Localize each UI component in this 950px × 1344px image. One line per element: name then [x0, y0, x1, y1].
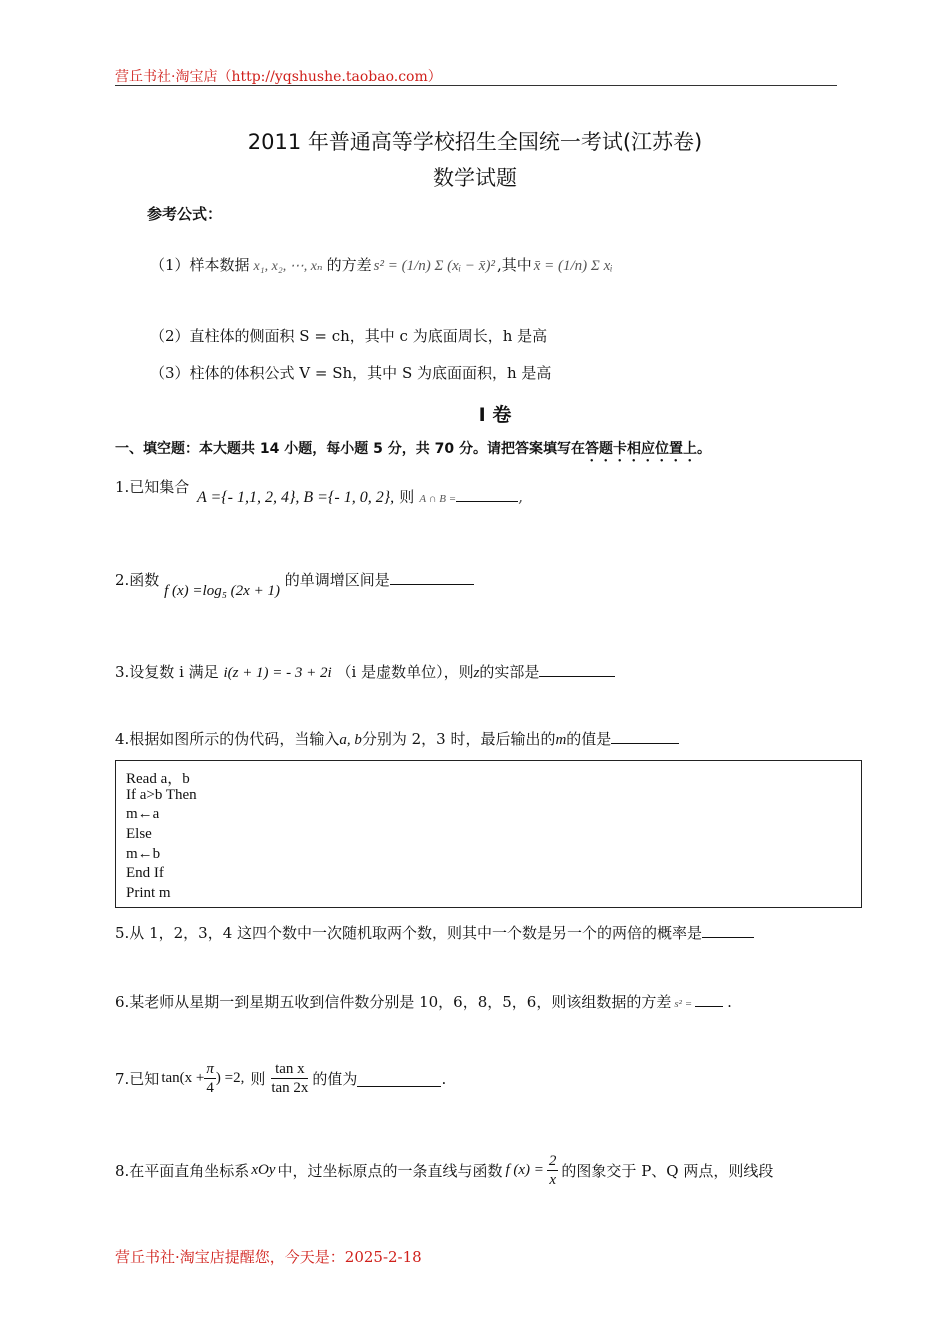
q4-suffix: 分别为 2，3 时，最后输出的 — [361, 730, 556, 748]
formula-1-sep: ,其中 — [496, 256, 532, 274]
section-title: Ⅰ 卷 — [478, 404, 512, 426]
q5-text: 5.从 1，2，3，4 这四个数中一次随机取两个数，则其中一个数是另一个的两倍的概率是 — [115, 924, 703, 942]
q8-fraction — [547, 1152, 559, 1189]
instruction-emphasis: 答题卡相应位置上 — [584, 441, 697, 457]
question-6 — [115, 990, 732, 1012]
code-line: Read a，b — [126, 771, 190, 787]
q3-suffix: （i 是虚数单位），则 — [336, 663, 474, 681]
q4-var-m: m — [555, 732, 567, 748]
q1-end: , — [518, 487, 524, 506]
code-line: End If — [126, 865, 164, 881]
q6-prefix: 6.某老师从星期一到星期五收到信件数分别是 10，6，8，5，6，则该组数据的方差 — [115, 993, 672, 1011]
q2-prefix: 2.函数 — [115, 571, 160, 589]
pseudocode-box — [115, 760, 862, 908]
q1-answer-blank — [456, 485, 518, 502]
q8-coord-system: xOy — [251, 1162, 276, 1178]
q1-prefix: 1.已知集合 — [115, 478, 190, 496]
code-line: Print m — [126, 885, 171, 901]
formula-1-prefix: （1）样本数据 — [150, 256, 250, 274]
q7-suffix: 的值为 — [312, 1070, 358, 1088]
q3-equation: i(z + 1) = - 3 + 2i — [223, 665, 332, 681]
q7-tan-open: tan(x + — [161, 1070, 205, 1086]
footer-text: 营丘书社·淘宝店提醒您，今天是：2025-2-18 — [115, 1248, 422, 1266]
q2-suffix: 的单调增区间是 — [284, 571, 390, 589]
formula-1-mean: x̄ = (1/n) Σ xᵢ — [533, 258, 613, 274]
q4-vars: a, b — [339, 732, 362, 748]
q3-prefix: 3.设复数 i 满足 — [115, 663, 219, 681]
q7-four: 4 — [206, 1080, 214, 1096]
q8-suffix: 的图象交于 P、Q 两点，则线段 — [561, 1162, 774, 1180]
question-5 — [115, 921, 754, 943]
q3-tail: 的实部是 — [479, 663, 540, 681]
q4-tail: 的值是 — [566, 730, 612, 748]
q7-pi-over-4 — [204, 1060, 216, 1097]
q7-pi: π — [206, 1061, 214, 1077]
q1-intersection: A ∩ B = — [419, 493, 457, 505]
question-2 — [115, 568, 474, 599]
q3-answer-blank — [539, 660, 615, 677]
q8-numerator: 2 — [548, 1153, 557, 1169]
formula-1-sample: x₁, x₂, ⋯, xₙ — [253, 259, 323, 274]
q7-answer-blank — [357, 1070, 441, 1087]
q2-function: f (x) =log₅ (2x + 1) — [164, 583, 280, 599]
formula-1 — [150, 254, 613, 275]
q1-set-definitions: A ={- 1,1, 2, 4}, B ={- 1, 0, 2}, — [197, 489, 395, 506]
q6-end: . — [727, 993, 732, 1011]
formula-1-variance: s² = (1/n) Σ (xᵢ − x̄)² — [373, 258, 495, 274]
formula-2: （2）直柱体的侧面积 S = ch，其中 c 为底面周长，h 是高 — [150, 327, 548, 345]
instruction-end: 。 — [696, 441, 711, 457]
code-line: m←b — [126, 846, 161, 862]
instruction-main: 一、填空题：本大题共 14 小题，每小题 5 分，共 70 分。请把答案填写在 — [115, 441, 585, 457]
q7-ratio — [271, 1060, 308, 1097]
q7-tan-close: ) =2, — [215, 1070, 245, 1086]
formula-3: （3）柱体的体积公式 V = Sh，其中 S 为底面面积，h 是高 — [150, 364, 552, 382]
code-line: m←a — [126, 806, 160, 822]
q3-var-z: z — [473, 665, 480, 681]
q1-then: 则 — [399, 488, 415, 506]
q8-prefix: 8.在平面直角坐标系 — [115, 1162, 250, 1180]
q6-answer-blank — [695, 990, 723, 1007]
question-7 — [115, 1060, 446, 1097]
q7-prefix: 7.已知 — [115, 1070, 160, 1088]
q2-answer-blank — [390, 568, 474, 585]
q7-end: . — [441, 1069, 447, 1088]
formula-1-mid: 的方差 — [326, 256, 372, 274]
q5-answer-blank — [702, 921, 754, 938]
q7-numerator: tan x — [271, 1060, 308, 1079]
header-text: 营丘书社·淘宝店（http://yqshushe.taobao.com） — [115, 69, 442, 85]
formulas-heading: 参考公式： — [147, 205, 223, 223]
q8-denominator: x — [549, 1172, 556, 1188]
q7-denominator: tan 2x — [271, 1080, 309, 1096]
q8-mid: 中，过坐标原点的一条直线与函数 — [277, 1162, 503, 1180]
code-line: Else — [126, 826, 152, 842]
q4-answer-blank — [611, 727, 679, 744]
header-divider — [115, 85, 837, 86]
question-3 — [115, 660, 615, 682]
code-line: If a>b Then — [126, 787, 197, 803]
q8-function: f (x) = — [505, 1162, 544, 1178]
q4-prefix: 4.根据如图所示的伪代码，当输入 — [115, 730, 340, 748]
exam-title: 2011 年普通高等学校招生全国统一考试(江苏卷) — [247, 130, 703, 154]
question-1-body — [197, 485, 523, 507]
exam-subtitle: 数学试题 — [433, 166, 517, 190]
question-4 — [115, 727, 679, 749]
question-8 — [115, 1152, 773, 1189]
question-1 — [115, 476, 189, 497]
section-instruction — [115, 438, 711, 465]
q7-then: 则 — [250, 1070, 266, 1088]
q6-variance-symbol: s² = — [674, 998, 693, 1010]
